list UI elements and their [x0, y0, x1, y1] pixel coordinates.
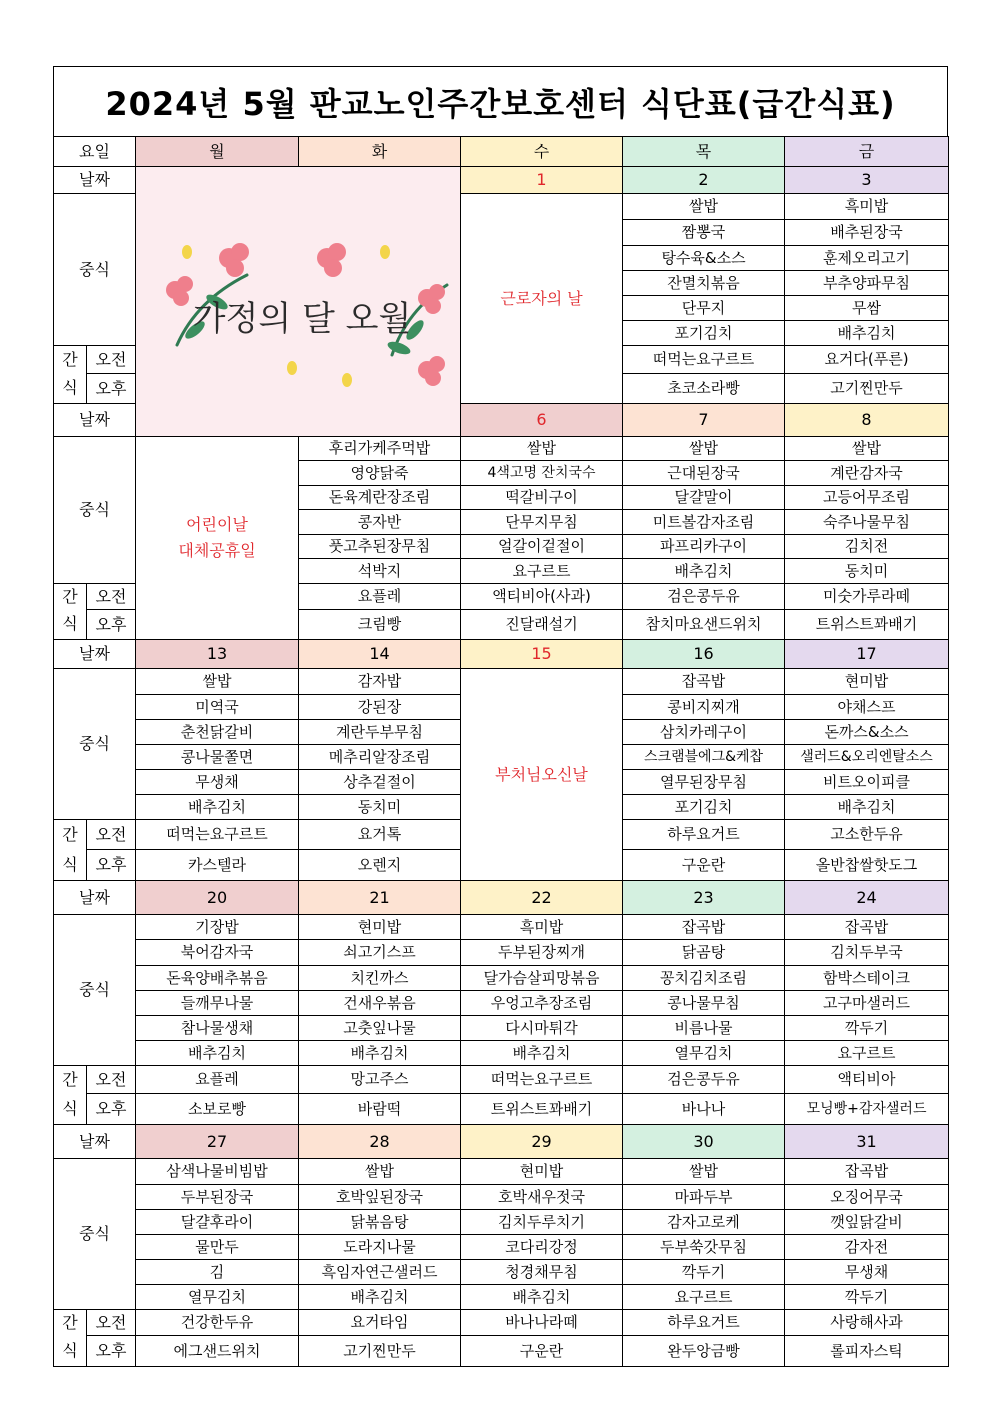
lunch-item-tue: 배추김치: [299, 1041, 461, 1066]
lunch-item-fri: 배추된장국: [785, 220, 949, 246]
lunch-item-tue: 메추리알장조림: [299, 745, 461, 770]
lunch-item-fri: 깻잎닭갈비: [785, 1210, 949, 1235]
lunch-item-fri: 돈까스&소스: [785, 720, 949, 745]
lunch-item-fri: 깍두기: [785, 1016, 949, 1041]
lunch-item-tue: 쌀밥: [299, 1159, 461, 1185]
date-label: 날짜: [54, 404, 136, 437]
snack-label-bottom: 식: [54, 1094, 87, 1125]
snack-pm-fri: 롤피자스틱: [785, 1336, 949, 1367]
lunch-label: 중식: [54, 915, 136, 1066]
menu-row: [54, 1260, 949, 1285]
lunch-item-thu: 열무김치: [623, 1041, 785, 1066]
snack-pm-fri: 모닝빵+감자샐러드: [785, 1094, 949, 1125]
snack-time-pm: 오후: [87, 1336, 136, 1367]
family-month-illustration: [137, 180, 460, 420]
lunch-item-wed: 얼갈이겉절이: [461, 535, 623, 559]
date-thu: 2: [623, 167, 785, 194]
lunch-item-tue: 콩자반: [299, 510, 461, 535]
lunch-item-thu: 포기김치: [623, 795, 785, 820]
lunch-item-mon: 삼색나물비빔밥: [136, 1159, 299, 1185]
lunch-item-fri: 흑미밥: [785, 194, 949, 220]
lunch-item-fri: 깍두기: [785, 1285, 949, 1310]
snack-am-wed: 떠먹는요구르트: [461, 1066, 623, 1094]
lunch-item-thu: 두부쑥갓무침: [623, 1235, 785, 1260]
lunch-item-thu: 콩비지찌개: [623, 695, 785, 720]
lunch-item-mon: 참나물생채: [136, 1016, 299, 1041]
date-row: [54, 1125, 949, 1159]
snack-am-fri: 고소한두유: [785, 820, 949, 850]
holiday-mon: [136, 437, 299, 640]
holiday-label: 근로자의 날: [500, 288, 583, 308]
snack-time-am: 오전: [87, 1310, 136, 1336]
lunch-label: 중식: [54, 669, 136, 820]
lunch-item-wed: 호박새우젓국: [461, 1185, 623, 1210]
lunch-item-tue: 호박잎된장국: [299, 1185, 461, 1210]
lunch-item-wed: 흑미밥: [461, 915, 623, 940]
snack-pm-thu: 완두앙금빵: [623, 1336, 785, 1367]
lunch-item-wed: 달가슴살피망볶음: [461, 966, 623, 991]
snack-am-thu: 검은콩두유: [623, 584, 785, 610]
date-tue: 7: [623, 404, 785, 437]
lunch-item-wed: 청경채무침: [461, 1260, 623, 1285]
lunch-item-thu: 요구르트: [623, 1285, 785, 1310]
snack-row-am: [54, 1066, 949, 1094]
lunch-item-thu: 꽁치김치조림: [623, 966, 785, 991]
date-label: 날짜: [54, 1125, 136, 1159]
weekday-header-row: [54, 137, 949, 167]
date-tue: 28: [299, 1125, 461, 1159]
date-wed: 1: [461, 167, 623, 194]
lunch-item-thu: 쌀밥: [623, 194, 785, 220]
snack-pm-fri: 올반찹쌀핫도그: [785, 850, 949, 881]
lunch-item-tue: 쇠고기스프: [299, 940, 461, 966]
snack-am-fri: 액티비아: [785, 1066, 949, 1094]
lunch-item-mon: 무생채: [136, 770, 299, 795]
snack-row-pm: [54, 1094, 949, 1125]
lunch-item-mon: 배추김치: [136, 795, 299, 820]
snack-pm-fri: 트위스트꽈배기: [785, 610, 949, 640]
lunch-item-mon: 춘천닭갈비: [136, 720, 299, 745]
lunch-item-fri: 샐러드&오리엔탈소스: [785, 745, 949, 770]
lunch-item-tue: 석박지: [299, 559, 461, 584]
lunch-item-wed: 코다리강정: [461, 1235, 623, 1260]
lunch-item-tue: 영양닭죽: [299, 461, 461, 486]
snack-label-bottom: 식: [54, 374, 87, 404]
lunch-item-thu: 감자고로케: [623, 1210, 785, 1235]
weekday-tue: 화: [299, 137, 461, 167]
lunch-item-mon: 김: [136, 1260, 299, 1285]
snack-am-tue: 요플레: [299, 584, 461, 610]
lunch-item-mon: 쌀밥: [136, 669, 299, 695]
lunch-item-fri: 잡곡밥: [785, 915, 949, 940]
snack-am-thu: 떠먹는요구르트: [623, 346, 785, 374]
lunch-item-tue: 돈육계란장조림: [299, 486, 461, 510]
lunch-item-wed: 단무지무침: [461, 510, 623, 535]
family-month-image: [136, 167, 461, 437]
date-fri: 31: [785, 1125, 949, 1159]
lunch-item-tue: 치킨까스: [299, 966, 461, 991]
lunch-item-tue: 흑임자연근샐러드: [299, 1260, 461, 1285]
date-wed: 22: [461, 881, 623, 915]
snack-am-tue: 요거타임: [299, 1310, 461, 1336]
weekday-wed: 수: [461, 137, 623, 167]
lunch-item-thu: 콩나물무침: [623, 991, 785, 1016]
snack-am-wed: 액티비아(사과): [461, 584, 623, 610]
lunch-item-thu: 잡곡밥: [623, 669, 785, 695]
lunch-item-fri: 쌀밥: [785, 437, 949, 461]
snack-pm-tue: 크림빵: [299, 610, 461, 640]
lunch-item-thu: 스크램블에그&케찹: [623, 745, 785, 770]
lunch-item-thu: 잡곡밥: [623, 915, 785, 940]
lunch-item-thu: 미트볼감자조림: [623, 510, 785, 535]
holiday-label: 어린이날: [186, 515, 248, 534]
lunch-item-wed: 요구르트: [461, 559, 623, 584]
date-row: [54, 640, 949, 669]
lunch-item-fri: 현미밥: [785, 669, 949, 695]
date-thu: 23: [623, 881, 785, 915]
snack-time-pm: 오후: [87, 1094, 136, 1125]
snack-am-mon: 요플레: [136, 1066, 299, 1094]
menu-row: [54, 966, 949, 991]
snack-time-am: 오전: [87, 584, 136, 610]
lunch-item-fri: 무쌈: [785, 296, 949, 321]
date-wed: 15: [461, 640, 623, 669]
lunch-item-thu: 비름나물: [623, 1016, 785, 1041]
date-thu: 30: [623, 1125, 785, 1159]
lunch-item-thu: 열무된장무침: [623, 770, 785, 795]
snack-am-mon: 건강한두유: [136, 1310, 299, 1336]
holiday-wed: [461, 669, 623, 881]
date-label: 날짜: [54, 881, 136, 915]
lunch-item-tue: 상추겉절이: [299, 770, 461, 795]
lunch-item-mon: 물만두: [136, 1235, 299, 1260]
snack-time-pm: 오후: [87, 610, 136, 640]
lunch-item-tue: 닭볶음탕: [299, 1210, 461, 1235]
date-mon: 20: [136, 881, 299, 915]
snack-label-top: 간: [54, 1066, 87, 1094]
lunch-item-tue: 풋고추된장무침: [299, 535, 461, 559]
lunch-item-tue: 고춧잎나물: [299, 1016, 461, 1041]
lunch-item-mon: 기장밥: [136, 915, 299, 940]
weekday-label: 요일: [54, 137, 136, 167]
lunch-item-thu: 단무지: [623, 296, 785, 321]
lunch-item-fri: 요구르트: [785, 1041, 949, 1066]
snack-row-pm: [54, 1336, 949, 1367]
snack-pm-thu: 바나나: [623, 1094, 785, 1125]
lunch-item-thu: 근대된장국: [623, 461, 785, 486]
lunch-item-fri: 잡곡밥: [785, 1159, 949, 1185]
menu-row: [54, 1016, 949, 1041]
date-tue: 14: [299, 640, 461, 669]
menu-row: [54, 991, 949, 1016]
snack-label-bottom: 식: [54, 850, 87, 881]
lunch-item-wed: 우엉고추장조림: [461, 991, 623, 1016]
lunch-item-fri: 동치미: [785, 559, 949, 584]
snack-time-am: 오전: [87, 820, 136, 850]
menu-row: [54, 1185, 949, 1210]
date-row: [54, 167, 949, 194]
snack-label-top: 간: [54, 346, 87, 374]
lunch-item-thu: 배추김치: [623, 559, 785, 584]
lunch-item-mon: 미역국: [136, 695, 299, 720]
lunch-item-fri: 김치전: [785, 535, 949, 559]
lunch-item-mon: 열무김치: [136, 1285, 299, 1310]
snack-pm-thu: 초코소라빵: [623, 374, 785, 404]
lunch-item-fri: 훈제오리고기: [785, 246, 949, 271]
lunch-item-thu: 파프리카구이: [623, 535, 785, 559]
menu-row: [54, 1235, 949, 1260]
snack-label-top: 간: [54, 584, 87, 610]
holiday-wed: [461, 194, 623, 404]
lunch-item-thu: 잔멸치볶음: [623, 271, 785, 296]
lunch-item-fri: 김치두부국: [785, 940, 949, 966]
snack-label-top: 간: [54, 1310, 87, 1336]
menu-row: [54, 669, 949, 695]
lunch-item-tue: 현미밥: [299, 915, 461, 940]
lunch-item-fri: 배추김치: [785, 321, 949, 346]
lunch-item-fri: 계란감자국: [785, 461, 949, 486]
snack-am-wed: 바나나라떼: [461, 1310, 623, 1336]
lunch-item-thu: 포기김치: [623, 321, 785, 346]
lunch-label: 중식: [54, 194, 136, 346]
lunch-item-tue: 감자밥: [299, 669, 461, 695]
lunch-item-wed: 4색고명 잔치국수: [461, 461, 623, 486]
lunch-item-thu: 쌀밥: [623, 1159, 785, 1185]
lunch-item-mon: 콩나물쫄면: [136, 745, 299, 770]
lunch-item-thu: 마파두부: [623, 1185, 785, 1210]
lunch-item-mon: 북어감자국: [136, 940, 299, 966]
holiday-label: 부처님오신날: [495, 764, 588, 784]
lunch-item-mon: 두부된장국: [136, 1185, 299, 1210]
snack-pm-tue: 고기찐만두: [299, 1336, 461, 1367]
lunch-item-wed: 배추김치: [461, 1041, 623, 1066]
snack-am-fri: 사랑해사과: [785, 1310, 949, 1336]
snack-pm-mon: 에그샌드위치: [136, 1336, 299, 1367]
snack-time-am: 오전: [87, 346, 136, 374]
snack-pm-fri: 고기찐만두: [785, 374, 949, 404]
family-month-caption: 가정의 달 오월: [192, 299, 411, 339]
lunch-item-fri: 감자전: [785, 1235, 949, 1260]
date-mon: 27: [136, 1125, 299, 1159]
date-fri: 17: [785, 640, 949, 669]
lunch-item-wed: 김치두루치기: [461, 1210, 623, 1235]
lunch-item-thu: 탕수육&소스: [623, 246, 785, 271]
date-mon: 13: [136, 640, 299, 669]
snack-pm-wed: 트위스트꽈배기: [461, 1094, 623, 1125]
date-label: 날짜: [54, 167, 136, 194]
snack-am-fri: 요거다(푸른): [785, 346, 949, 374]
lunch-item-mon: 들깨무나물: [136, 991, 299, 1016]
lunch-item-thu: 깍두기: [623, 1260, 785, 1285]
snack-pm-thu: 구운란: [623, 850, 785, 881]
lunch-item-fri: 고등어무조림: [785, 486, 949, 510]
snack-label-bottom: 식: [54, 1336, 87, 1367]
date-fri: 3: [785, 167, 949, 194]
lunch-item-tue: 도라지나물: [299, 1235, 461, 1260]
lunch-item-mon: 돈육양배추볶음: [136, 966, 299, 991]
date-label: 날짜: [54, 640, 136, 669]
lunch-item-wed: 다시마튀각: [461, 1016, 623, 1041]
lunch-item-fri: 숙주나물무침: [785, 510, 949, 535]
lunch-item-wed: 두부된장찌개: [461, 940, 623, 966]
lunch-item-tue: 동치미: [299, 795, 461, 820]
lunch-item-wed: 쌀밥: [461, 437, 623, 461]
lunch-item-thu: 달걀말이: [623, 486, 785, 510]
lunch-item-tue: 후리가케주먹밥: [299, 437, 461, 461]
menu-row: [54, 1159, 949, 1185]
snack-pm-thu: 참치마요샌드위치: [623, 610, 785, 640]
snack-label-bottom: 식: [54, 610, 87, 640]
lunch-item-fri: 오징어무국: [785, 1185, 949, 1210]
lunch-item-thu: 쌀밥: [623, 437, 785, 461]
date-thu: 16: [623, 640, 785, 669]
lunch-item-fri: 무생채: [785, 1260, 949, 1285]
weekday-fri: 금: [785, 137, 949, 167]
snack-pm-tue: 오렌지: [299, 850, 461, 881]
snack-pm-wed: 진달래설기: [461, 610, 623, 640]
date-mon: 6: [461, 404, 623, 437]
date-wed: 8: [785, 404, 949, 437]
lunch-item-wed: 배추김치: [461, 1285, 623, 1310]
snack-am-fri: 미숫가루라떼: [785, 584, 949, 610]
lunch-item-thu: 삼치카레구이: [623, 720, 785, 745]
lunch-label: 중식: [54, 437, 136, 584]
snack-time-pm: 오후: [87, 374, 136, 404]
menu-row: [54, 437, 949, 461]
menu-sheet: [53, 66, 948, 1367]
snack-time-am: 오전: [87, 1066, 136, 1094]
menu-row: [54, 1041, 949, 1066]
weekday-thu: 목: [623, 137, 785, 167]
snack-pm-mon: 카스텔라: [136, 850, 299, 881]
lunch-item-fri: 배추김치: [785, 795, 949, 820]
lunch-item-tue: 계란두부무침: [299, 720, 461, 745]
page-title: 2024년 5월 판교노인주간보호센터 식단표(급간식표): [53, 66, 948, 136]
lunch-item-fri: 고구마샐러드: [785, 991, 949, 1016]
lunch-label: 중식: [54, 1159, 136, 1310]
menu-row: [54, 1210, 949, 1235]
date-tue: 21: [299, 881, 461, 915]
lunch-item-thu: 짬뽕국: [623, 220, 785, 246]
lunch-item-thu: 닭곰탕: [623, 940, 785, 966]
snack-am-thu: 검은콩두유: [623, 1066, 785, 1094]
lunch-item-fri: 비트오이피클: [785, 770, 949, 795]
snack-label-top: 간: [54, 820, 87, 850]
date-fri: 24: [785, 881, 949, 915]
snack-pm-wed: 구운란: [461, 1336, 623, 1367]
lunch-item-fri: 부추양파무침: [785, 271, 949, 296]
menu-row: [54, 940, 949, 966]
lunch-item-tue: 건새우볶음: [299, 991, 461, 1016]
date-wed: 29: [461, 1125, 623, 1159]
weekday-mon: 월: [136, 137, 299, 167]
menu-row: [54, 915, 949, 940]
date-row: [54, 881, 949, 915]
lunch-item-fri: 야채스프: [785, 695, 949, 720]
snack-am-tue: 망고주스: [299, 1066, 461, 1094]
holiday-label: 대체공휴일: [178, 541, 256, 560]
lunch-item-tue: 강된장: [299, 695, 461, 720]
snack-am-thu: 하루요거트: [623, 820, 785, 850]
lunch-item-tue: 배추김치: [299, 1285, 461, 1310]
snack-time-pm: 오후: [87, 850, 136, 881]
lunch-item-mon: 달걀후라이: [136, 1210, 299, 1235]
menu-row: [54, 1285, 949, 1310]
snack-am-thu: 하루요거트: [623, 1310, 785, 1336]
snack-row-am: [54, 1310, 949, 1336]
menu-table: [53, 136, 949, 1367]
lunch-item-wed: 현미밥: [461, 1159, 623, 1185]
lunch-item-mon: 배추김치: [136, 1041, 299, 1066]
lunch-item-fri: 함박스테이크: [785, 966, 949, 991]
lunch-item-wed: 떡갈비구이: [461, 486, 623, 510]
snack-pm-mon: 소보로빵: [136, 1094, 299, 1125]
snack-am-mon: 떠먹는요구르트: [136, 820, 299, 850]
snack-am-tue: 요거톡: [299, 820, 461, 850]
snack-pm-tue: 바람떡: [299, 1094, 461, 1125]
